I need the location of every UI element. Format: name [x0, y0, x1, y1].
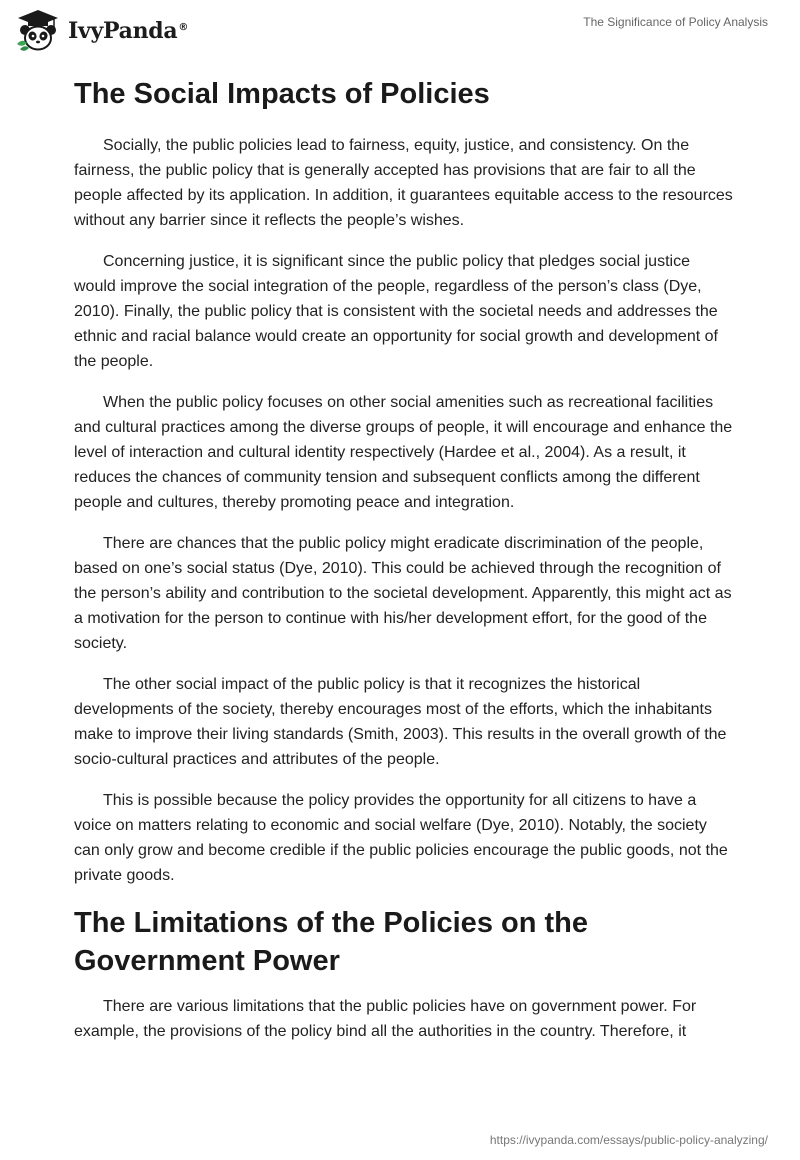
- section-social-impacts: [74, 75, 734, 888]
- section-heading: The Limitations of the Policies on the Government Power: [74, 907, 588, 977]
- paragraph: The other social impact of the public policy is that it recognizes the historical developments of the society, thereby encourages most of the efforts, which the inhabitants make to improve their living standards (Smith, 2003). This results in the overall growth of the socio-cultural practices and attributes of the people.: [74, 676, 727, 768]
- section-limitations: [74, 904, 734, 1044]
- article-body: [74, 70, 734, 1060]
- ivypanda-logo[interactable]: [14, 8, 188, 52]
- paragraph: Concerning justice, it is significant since the public policy that pledges social justice would improve the social integration of the people, regardless of the person’s class (Dye, 2010). Finally, the public policy that is consistent with the societal needs and addresses the ethnic and racial balance would create an opportunity for social growth and development of the people.: [74, 253, 718, 370]
- registered-mark: ®: [178, 21, 189, 33]
- paragraph: When the public policy focuses on other social amenities such as recreational facilities and cultural practices among the diverse groups of people, it will encourage and enhance the level of interaction and cultural identity respectively (Hardee et al., 2004). As a result, it reduces the chances of community tension and subsequent conflicts among the different people and cultures, thereby promoting peace and integration.: [74, 394, 733, 511]
- paragraph: Socially, the public policies lead to fairness, equity, justice, and consistency. On the fairness, the public policy that is generally accepted has provisions that are fair to all the people affected by its application. In addition, it guarantees equitable access to the resources without any barrier since it reflects the people’s wishes.: [74, 137, 733, 229]
- document-title: The Significance of Policy Analysis: [583, 15, 768, 29]
- paragraph: There are various limitations that the public policies have on government power. For example, the provisions of the policy bind all the authorities in the country. Therefore, it: [74, 998, 697, 1040]
- source-url[interactable]: https://ivypanda.com/essays/public-policy-analyzing/: [489, 1133, 768, 1147]
- paragraph: This is possible because the policy provides the opportunity for all citizens to have a voice on matters relating to economic and social welfare (Dye, 2010). Notably, the society can only grow and become credible if the public policies encourage the public goods, not the private goods.: [74, 792, 728, 884]
- paragraph: There are chances that the public policy might eradicate discrimination of the people, based on one’s social status (Dye, 2010). This could be achieved through the recognition of the person’s ability and contribution to the societal development. Apparently, this might act as a motivation for the person to continue with his/her development effort, for the good of the society.: [74, 535, 732, 652]
- section-heading: The Social Impacts of Policies: [74, 78, 490, 110]
- panda-graduate-icon: [14, 8, 62, 52]
- brand-name: IvyPanda®: [68, 18, 189, 44]
- page-header: [0, 0, 800, 60]
